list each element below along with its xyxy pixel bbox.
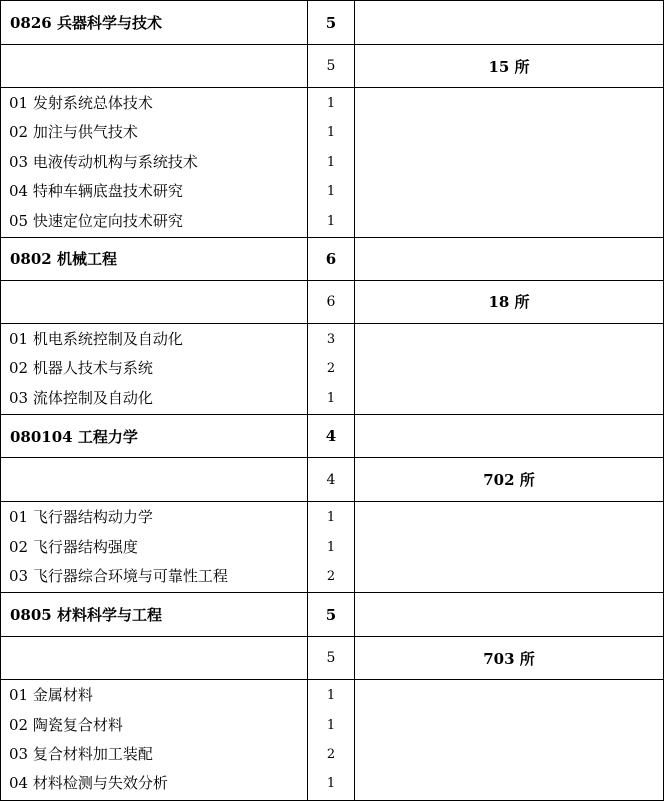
direction-count: 3 — [326, 331, 336, 347]
direction-name: 01 发射系统总体技术 — [9, 94, 153, 112]
institute-row — [1, 637, 664, 680]
direction-count: 1 — [326, 154, 336, 170]
direction-list — [1, 502, 308, 593]
direction-name: 04 材料检测与失效分析 — [9, 774, 168, 793]
direction-name: 01 金属材料 — [9, 686, 93, 705]
directions-row — [1, 502, 664, 593]
institute-count: 5 — [308, 45, 355, 88]
direction-count: 1 — [326, 510, 336, 526]
institute-row — [1, 458, 664, 502]
institute-count: 6 — [308, 280, 355, 323]
discipline-name: 0805 材料科学与工程 — [1, 593, 308, 637]
institute-name: 703 所 — [355, 637, 664, 680]
empty-cell — [1, 280, 308, 323]
discipline-name: 080104 工程力学 — [1, 415, 308, 458]
discipline-count: 4 — [308, 415, 355, 458]
direction-count: 2 — [326, 568, 336, 584]
institute-name: 702 所 — [355, 458, 664, 502]
discipline-header-row — [1, 415, 664, 458]
direction-count-list — [308, 680, 355, 801]
discipline-count: 6 — [308, 237, 355, 280]
institute-name: 15 所 — [355, 45, 664, 88]
direction-count: 2 — [326, 361, 336, 377]
direction-count-list — [308, 88, 355, 238]
institute-count: 4 — [308, 458, 355, 502]
direction-count: 1 — [326, 776, 336, 792]
institute-row — [1, 45, 664, 88]
direction-name: 01 飞行器结构动力学 — [9, 508, 153, 527]
direction-count: 1 — [326, 688, 336, 704]
empty-cell — [1, 458, 308, 502]
direction-count-list — [308, 502, 355, 593]
empty-cell — [355, 237, 664, 280]
empty-cell — [355, 1, 664, 45]
discipline-header-row — [1, 237, 664, 280]
discipline-header-row — [1, 1, 664, 45]
directions-row — [1, 680, 664, 801]
discipline-count: 5 — [308, 593, 355, 637]
empty-cell — [355, 88, 664, 238]
direction-name: 02 陶瓷复合材料 — [9, 715, 123, 734]
empty-cell — [355, 593, 664, 637]
direction-name: 01 机电系统控制及自动化 — [9, 329, 183, 348]
directions-row — [1, 88, 664, 238]
direction-name: 05 快速定位定向技术研究 — [9, 211, 183, 230]
direction-name: 03 飞行器综合环境与可靠性工程 — [9, 566, 228, 585]
direction-count-list — [308, 323, 355, 414]
direction-name: 02 飞行器结构强度 — [9, 537, 138, 556]
direction-count: 1 — [326, 96, 336, 111]
direction-name: 04 特种车辆底盘技术研究 — [9, 182, 183, 201]
direction-count: 1 — [326, 184, 336, 200]
directions-row — [1, 323, 664, 414]
direction-name: 03 电液传动机构与系统技术 — [9, 152, 198, 171]
direction-count: 2 — [326, 747, 336, 763]
direction-count: 1 — [326, 717, 336, 733]
institute-count: 5 — [308, 637, 355, 680]
discipline-name: 0826 兵器科学与技术 — [1, 1, 308, 45]
institute-name: 18 所 — [355, 280, 664, 323]
discipline-name: 0802 机械工程 — [1, 237, 308, 280]
empty-cell — [355, 680, 664, 801]
direction-count: 1 — [326, 213, 336, 229]
institute-row — [1, 280, 664, 323]
discipline-count: 5 — [308, 1, 355, 45]
direction-name: 03 复合材料加工装配 — [9, 745, 153, 764]
direction-list — [1, 680, 308, 801]
empty-cell — [355, 502, 664, 593]
empty-cell — [355, 415, 664, 458]
discipline-header-row — [1, 593, 664, 637]
empty-cell — [1, 45, 308, 88]
direction-name: 02 机器人技术与系统 — [9, 359, 153, 378]
direction-list — [1, 88, 308, 238]
empty-cell — [1, 637, 308, 680]
direction-count: 1 — [326, 539, 336, 555]
empty-cell — [355, 323, 664, 414]
direction-list — [1, 323, 308, 414]
direction-count: 1 — [326, 125, 336, 141]
direction-name: 03 流体控制及自动化 — [9, 388, 153, 407]
direction-name: 02 加注与供气技术 — [9, 123, 138, 142]
direction-count: 1 — [326, 390, 336, 406]
